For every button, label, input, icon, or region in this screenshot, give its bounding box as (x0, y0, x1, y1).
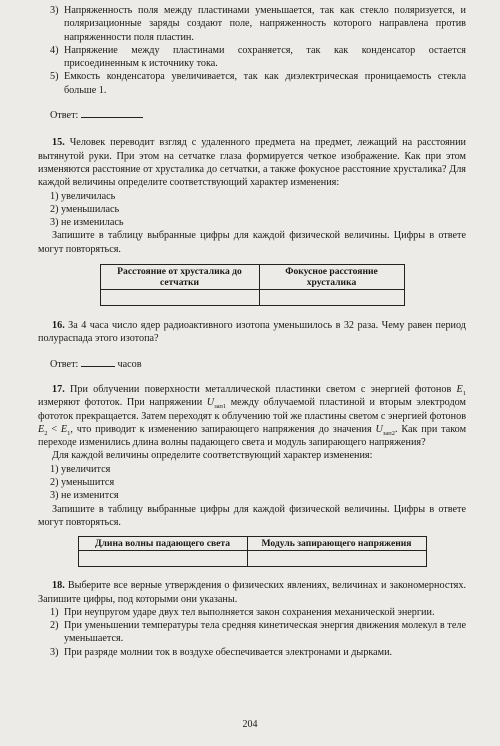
page-content (38, 4, 466, 659)
option-text: При уменьшении температуры тела средняя кинетическая энергия движения молекул в теле уменьшается. (64, 620, 466, 645)
choice-option: 1) увеличится (50, 463, 111, 475)
subscript: зап1 (214, 403, 227, 411)
q15-options (38, 190, 466, 230)
q15-text (38, 136, 466, 189)
q17-text (38, 383, 466, 449)
table-header: Фокусное расстояние хрусталика (259, 265, 404, 290)
option-number: 2) (50, 620, 59, 632)
choice-option: 2) уменьшится (50, 477, 115, 489)
q18-text (38, 579, 466, 606)
option-number: 3) (50, 646, 59, 658)
q17-options (38, 463, 466, 503)
question-body: Выберите все верные утверждения о физических явлениях, величинах и закономерностях. Запишите цифры, под которыми они указаны. (38, 580, 466, 605)
subscript: 1 (67, 429, 71, 437)
option-number: 1) (50, 606, 59, 618)
answer-blank[interactable] (81, 117, 143, 118)
answer-cell[interactable] (247, 551, 426, 567)
q18-option-2 (38, 619, 466, 646)
page-number: 204 (242, 719, 258, 730)
question-body: Человек переводит взгляд с удаленного предмета на предмет, лежащий на расстоянии вытянутой руки. При этом на сетчатке глаза формируется четкое изображение. Как при этом изменяются расстояние от хрусталика до сетчатки, а также фокусное расстояние хрусталика? (38, 137, 467, 175)
q14-option-4 (38, 44, 466, 71)
option-number: 5) (50, 71, 59, 83)
q17-instruction: Запишите в таблицу выбранные цифры для каждой физической величины. Цифры в ответе могут повторяться. (38, 503, 466, 528)
option-number: 4) (50, 44, 59, 56)
question-prompt: Для каждой величины определите соответствующий характер изменения: (38, 163, 466, 189)
question-number: 16. (52, 320, 65, 332)
table-header: Расстояние от хрусталика до сетчатки (100, 265, 259, 290)
option-text: При разряде молнии ток в воздухе обеспечивается электронами и дырками. (64, 646, 393, 658)
q16-text (38, 319, 466, 346)
q16-answer-line (38, 358, 466, 371)
option-text: Напряжение между пластинами сохраняется, так как конденсатор остается присоединенным к источнику тока. (64, 44, 466, 70)
text-fragment: , что приводит к изменению запирающего напряжения до значения (70, 423, 372, 435)
choice-option: 3) не изменилась (50, 217, 124, 229)
symbol-voltage: U (375, 423, 383, 435)
q17-prompt: Для каждой величины определите соответствующий характер изменения: (52, 450, 373, 462)
symbol-voltage: U (206, 397, 215, 409)
table-header: Длина волны падающего света (78, 537, 247, 551)
text-fragment: При облучении поверхности металлической пластинки светом с энергией фотонов (70, 383, 452, 395)
text-fragment: между облучаемой пластиной и вторым электродом фототок прекращается. Затем переходят к облучению той же пластины светом с энергией фотонов (38, 397, 466, 422)
q18-option-1 (38, 606, 466, 619)
table-header: Модуль запирающего напряжения (247, 537, 426, 551)
option-text: Емкость конденсатора увеличивается, так как диэлектрическая проницаемость стекла больше 1. (64, 71, 466, 96)
choice-option: 3) не изменится (50, 490, 119, 502)
q17-answer-table (78, 536, 427, 567)
subscript: 2 (44, 429, 48, 437)
option-text: Напряженность поля между пластинами уменьшается, так как стекло поляризуется, и поляризационные заряды создают поле, напряженность которого направлена против напряженности поля пластин. (64, 5, 466, 43)
choice-option: 2) уменьшилась (50, 203, 120, 215)
symbol-energy: E (38, 423, 45, 435)
q14-answer-line (38, 109, 466, 122)
subscript: 1 (462, 389, 467, 397)
text-fragment: . Как при таком переходе изменились длина волны падающего света и модуль запирающего напряжения? (38, 423, 467, 449)
answer-label: Ответ: (50, 110, 79, 122)
answer-unit: часов (117, 358, 142, 370)
q14-option-3 (38, 4, 466, 44)
answer-cell[interactable] (100, 290, 259, 306)
q18-option-3 (38, 646, 466, 659)
subscript: зап2 (382, 429, 395, 437)
answer-cell[interactable] (78, 551, 247, 567)
option-number: 3) (50, 5, 59, 16)
symbol-energy: E (60, 423, 68, 435)
question-number: 15. (52, 137, 65, 149)
q15-answer-table (100, 264, 405, 306)
question-number: 18. (52, 580, 65, 592)
question-number: 17. (52, 383, 65, 395)
option-text: При неупругом ударе двух тел выполняется закон сохранения механической энергии. (64, 606, 435, 618)
symbol-energy: E (456, 383, 463, 395)
text-fragment: измеряют фототок. При напряжении (38, 397, 203, 409)
q14-option-5 (38, 70, 466, 97)
question-body: За 4 часа число ядер радиоактивного изотопа уменьшилось в 32 раза. Чему равен период полураспада этого изотопа? (38, 320, 466, 345)
answer-blank[interactable] (81, 366, 115, 367)
choice-option: 1) увеличилась (50, 190, 116, 202)
answer-cell[interactable] (259, 290, 404, 306)
q15-instruction: Запишите в таблицу выбранные цифры для каждой физической величины. Цифры в ответе могут повторяться. (38, 230, 466, 255)
answer-label: Ответ: (50, 358, 79, 370)
less-than-sign: < (47, 423, 61, 435)
